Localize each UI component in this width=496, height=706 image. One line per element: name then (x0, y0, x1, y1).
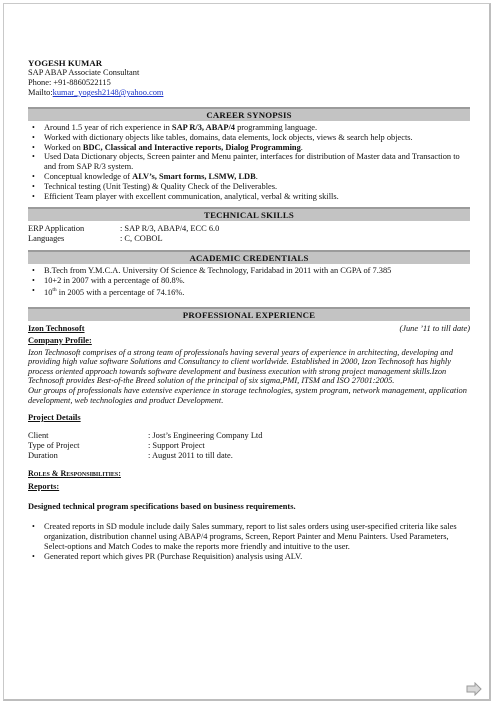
next-page-arrow-icon[interactable] (466, 682, 482, 696)
project-details (28, 431, 470, 461)
phone: Phone: +91-8860522115 (28, 78, 111, 87)
career-heading: CAREER SYNOPSIS (28, 107, 470, 121)
skills-heading: TECHNICAL SKILLS (28, 207, 470, 221)
resume-page (28, 58, 470, 561)
academic-item: • 10th in 2005 with a percentage of 74.16%. (44, 286, 470, 298)
career-item: • Worked on BDC, Classical and Interactive reports, Dialog Programming. (44, 143, 470, 153)
academic-heading: ACADEMIC CREDENTIALS (28, 250, 470, 264)
company-dates: (June ’11 to till date) (399, 323, 470, 333)
email-line (28, 88, 470, 98)
career-item: • Technical testing (Unit Testing) & Quality Check of the Deliverables. (44, 182, 470, 192)
career-item: • Used Data Dictionary objects, Screen painter and Menu painter, interfaces for distribution of Master data and Transaction to and from SAP R/3 system. (44, 152, 470, 172)
reports-heading: Reports: (28, 482, 60, 492)
experience-heading: PROFESSIONAL EXPERIENCE (28, 307, 470, 321)
career-list (28, 123, 470, 201)
skills-table (28, 224, 470, 244)
job-title: SAP ABAP Associate Consultant (28, 68, 140, 77)
skills-row: ERP Application : SAP R/3, ABAP/4, ECC 6.0 (28, 224, 220, 234)
report-item: • Generated report which gives PR (Purchase Requisition) analysis using ALV. (44, 552, 470, 562)
email-link[interactable]: kumar_yogesh2148@yahoo.com (52, 88, 164, 97)
academic-item: • 10+2 in 2007 with a percentage of 80.8%. (44, 276, 470, 286)
career-item: • Efficient Team player with excellent communication, analytical, verbal & writing skills. (44, 192, 470, 202)
career-item: • Around 1.5 year of rich experience in SAP R/3, ABAP/4 programming language. (44, 123, 470, 133)
company-profile-text: Izon Technosoft comprises of a strong team of professionals having several years of experience in architecting, developing and providing high value software Solutions and Consultancy to client worldwide. Established in 2000, Izon Technosoft has highly process oriented approach towards software development and business execution with strong project management skills.Izon Technosoft provides Best-of-the Breed solution of the principal of six sigma,PMI, ITSM and ISO 27001:2005. (28, 347, 453, 386)
academic-list (28, 266, 470, 297)
reports-list (28, 522, 470, 561)
academic-item: • B.Tech from Y.M.C.A. University Of Science & Technology, Faridabad in 2011 with an CGPA of 7.385 (44, 266, 470, 276)
project-row: Client : Jost’s Engineering Company Ltd (28, 431, 263, 441)
career-item: • Worked with dictionary objects like tables, domains, data elements, lock objects, views & search help objects. (44, 133, 470, 143)
company-header (28, 324, 470, 334)
career-item: • Conceptual knowledge of ALV’s, Smart forms, LSMW, LDB. (44, 172, 470, 182)
company-profile-heading: Company Profile: (28, 335, 92, 345)
project-row: Type of Project : Support Project (28, 441, 205, 451)
report-item: • Created reports in SD module include daily Sales summary, report to list sales orders using user-specified criteria like sales organization, distribution channel using ABAP/4 programs, Screen, Report Painter and Menu Painters. Used Parameters, Select-options and Match Codes to make the reports more friendly and intuitive to the user. (44, 522, 470, 551)
candidate-name: YOGESH KUMAR (28, 58, 103, 68)
company-name: Izon Technosoft (28, 323, 85, 333)
project-row: Duration : August 2011 to till date. (28, 451, 233, 461)
mail-label: Mailto: (28, 88, 53, 97)
designed-line: Designed technical program specifications based on business requirements. (28, 502, 296, 512)
roles-heading: Roles & Responsibilities: (28, 469, 121, 479)
project-details-heading: Project Details (28, 413, 81, 423)
company-profile-text-2: Our groups of professionals have extensive experience in storage technologies, system program, network management, application development, web technologies and product Development. (28, 385, 467, 405)
skills-row: Languages : C, COBOL (28, 234, 163, 244)
